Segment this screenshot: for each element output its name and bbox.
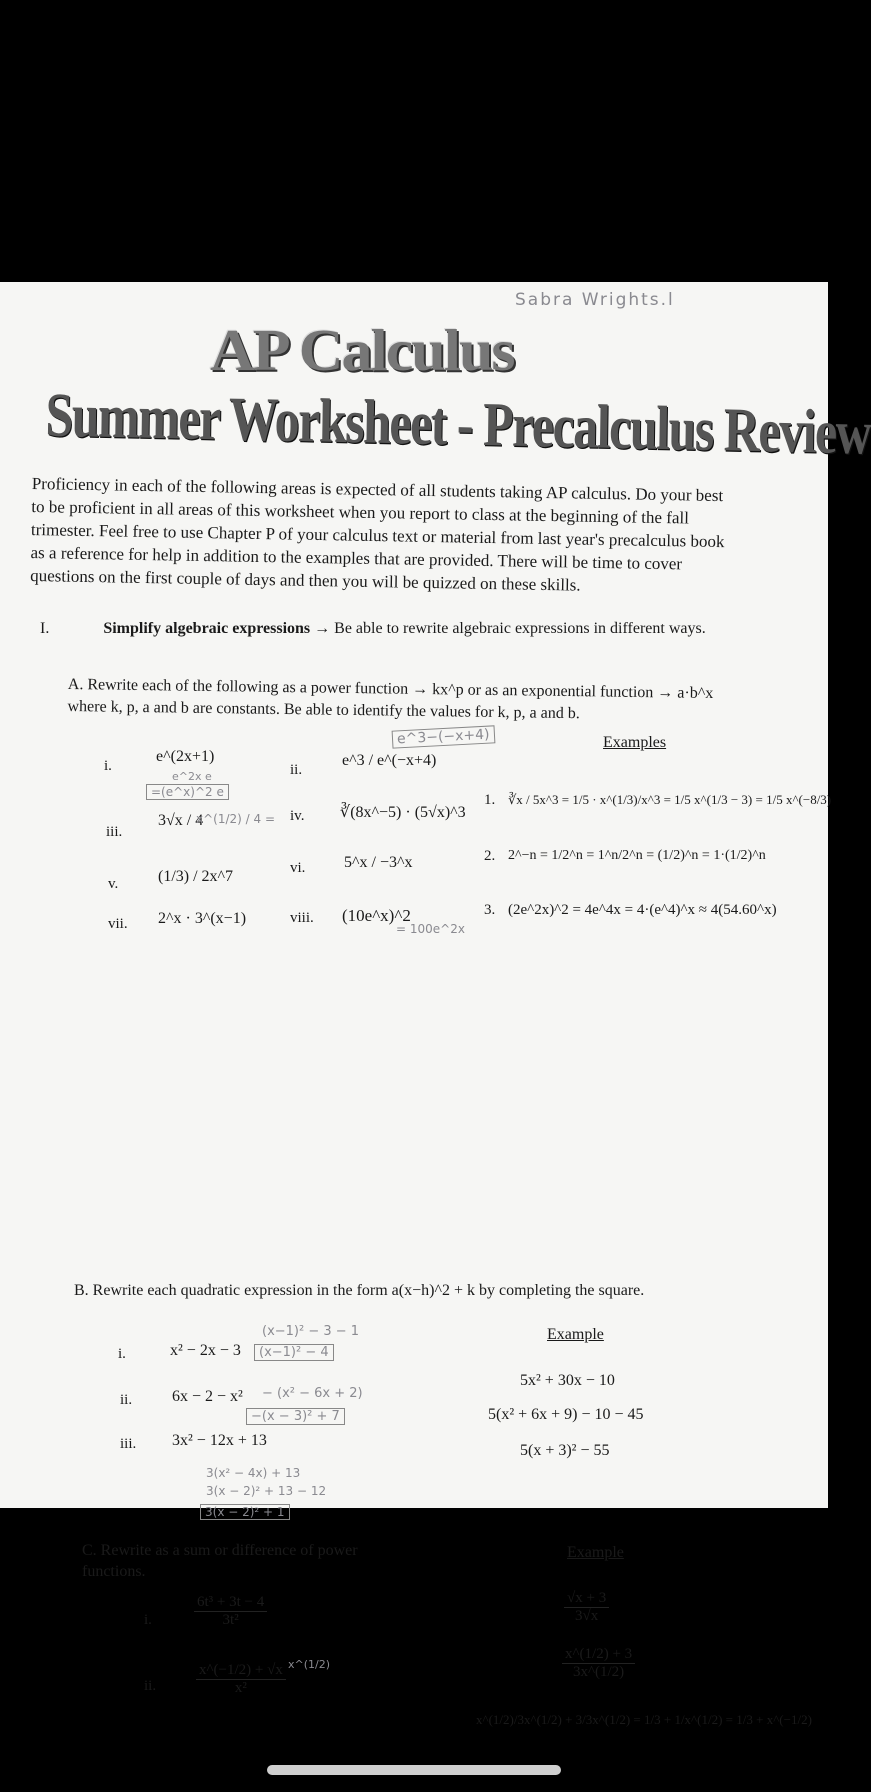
problem-a-vi: 5^x / −3^x <box>344 854 413 871</box>
example-c-step-3: x^(1/2)/3x^(1/2) + 3/3x^(1/2) = 1/3 + 1/x^(1/2) = 1/3 + x^(−1/2) <box>476 1712 812 1727</box>
problem-b-i-answer: (x−1)² − 4 <box>254 1344 334 1361</box>
problem-b-iii-label: iii. <box>120 1436 137 1452</box>
problem-a-i: e^(2x+1) <box>156 748 215 765</box>
problem-a-iv: ∛(8x^−5) · (5√x)^3 <box>340 804 466 821</box>
page-subtitle: Summer Worksheet - Precalculus Review <box>45 379 871 468</box>
example-c-step-1: $\frac{√x + 3}{3√x}$ <box>564 1590 609 1625</box>
student-signature: Sabra Wrights.l <box>515 290 675 310</box>
example-a-2-num: 2. <box>484 848 496 864</box>
example-b-line-3: 5(x + 3)² − 55 <box>520 1442 610 1459</box>
problem-a-i-label: i. <box>104 758 112 774</box>
problem-b-ii-answer: −(x − 3)² + 7 <box>246 1408 345 1425</box>
problem-b-ii: 6x − 2 − x² <box>172 1388 243 1405</box>
problem-c-ii: $\frac{x\^{}(-1/2) + √x}{\text{x²}}$ <box>196 1662 286 1697</box>
home-indicator[interactable] <box>267 1765 561 1775</box>
example-b-line-1: 5x² + 30x − 10 <box>520 1372 615 1389</box>
part-c-example-label: Example <box>567 1544 624 1561</box>
part-b-instructions: B. Rewrite each quadratic expression in the form a(x−h)^2 + k by completing the square. <box>74 1282 645 1299</box>
part-a-examples-label: Examples <box>603 734 667 751</box>
problem-a-ii-work: e^3−(−x+4) <box>392 725 495 748</box>
problem-a-iii-work: x^(1/2) / 4 = <box>196 812 276 826</box>
problem-b-i-work: (x−1)² − 3 − 1 <box>262 1324 360 1339</box>
section-1-heading: I. Simplify algebraic expressions → Be able to rewrite algebraic expressions in different ways. <box>40 620 706 637</box>
example-a-1: ∛x / 5x^3 = 1/5 · x^(1/3)/x^3 = 1/5 x^(1/3 − 3) = 1/5 x^(−8/3) <box>508 792 832 807</box>
example-a-3: (2e^2x)^2 = 4e^4x = 4·(e^4)^x ≈ 4(54.60^x) <box>508 902 777 918</box>
problem-a-i-answer: =(e^x)^2 e <box>146 784 229 800</box>
example-a-2: 2^−n = 1/2^n = 1^n/2^n = (1/2)^n = 1·(1/2)^n <box>508 848 766 863</box>
problem-a-vii: 2^x · 3^(x−1) <box>158 910 247 927</box>
problem-a-iv-label: iv. <box>290 808 305 824</box>
problem-a-vii-label: vii. <box>108 916 128 932</box>
problem-b-ii-label: ii. <box>120 1392 133 1408</box>
part-b-example-label: Example <box>547 1326 604 1343</box>
problem-a-i-work: e^2x e <box>172 770 212 783</box>
problem-b-i-label: i. <box>118 1346 126 1362</box>
problem-c-i-label: i. <box>144 1612 152 1628</box>
example-a-1-num: 1. <box>484 792 496 808</box>
intro-paragraph: Proficiency in each of the following areas is expected of all students taking AP calculus. Do your best to be proficient in all areas of this worksheet when you report to class at the beginning of the fall trimester. Feel free to use Chapter P of your calculus text or material from last year's precalculus book as a reference for help in addition to the examples that are provided. There will be time to cover questions on the first couple of days and then you will be quizzed on these skills. <box>30 473 725 595</box>
problem-a-iii-label: iii. <box>106 824 123 840</box>
problem-b-iii-work2: 3(x − 2)² + 13 − 12 <box>206 1484 327 1498</box>
problem-c-ii-label: ii. <box>144 1678 157 1694</box>
problem-c-i: $\frac{\text{6t³ + 3t − 4}}{\text{3t²}}$ <box>194 1594 267 1629</box>
worksheet-page <box>0 282 871 1727</box>
problem-a-viii-label: viii. <box>290 910 314 926</box>
problem-b-iii-answer: 3(x − 2)² + 1 <box>200 1504 290 1520</box>
page-title: AP Calculus <box>210 318 514 384</box>
part-a-instructions: A. Rewrite each of the following as a power function → kx^p or as an exponential function → a·b^x where k, p, a and b are constants. Be able to identify the values for k, p, a and b. <box>67 675 714 723</box>
problem-a-v-label: v. <box>108 876 119 892</box>
problem-b-iii-work: 3(x² − 4x) + 13 <box>206 1466 301 1480</box>
problem-c-ii-work: x^(1/2) <box>288 1658 331 1671</box>
problem-a-vi-label: vi. <box>290 860 306 876</box>
part-c-instructions: C. Rewrite as a sum or difference of power functions. <box>82 1542 358 1580</box>
problem-a-viii-work: = 100e^2x <box>396 922 465 936</box>
example-a-3-num: 3. <box>484 902 496 918</box>
problem-b-ii-work: − (x² − 6x + 2) <box>262 1386 363 1401</box>
problem-b-i: x² − 2x − 3 <box>170 1342 241 1359</box>
problem-b-iii: 3x² − 12x + 13 <box>172 1432 267 1449</box>
problem-a-viii: (10e^x)^2 <box>342 906 411 925</box>
example-b-line-2: 5(x² + 6x + 9) − 10 − 45 <box>488 1406 644 1423</box>
problem-a-ii-label: ii. <box>290 762 303 778</box>
example-c-step-2: $\frac{x\^{}(1/2) + 3}{3x\^{}(1/2)}$ <box>562 1646 635 1681</box>
problem-a-v: (1/3) / 2x^7 <box>158 868 234 885</box>
problem-a-iii: 3√x / 4 <box>158 812 204 829</box>
problem-a-ii: e^3 / e^(−x+4) <box>342 752 437 769</box>
